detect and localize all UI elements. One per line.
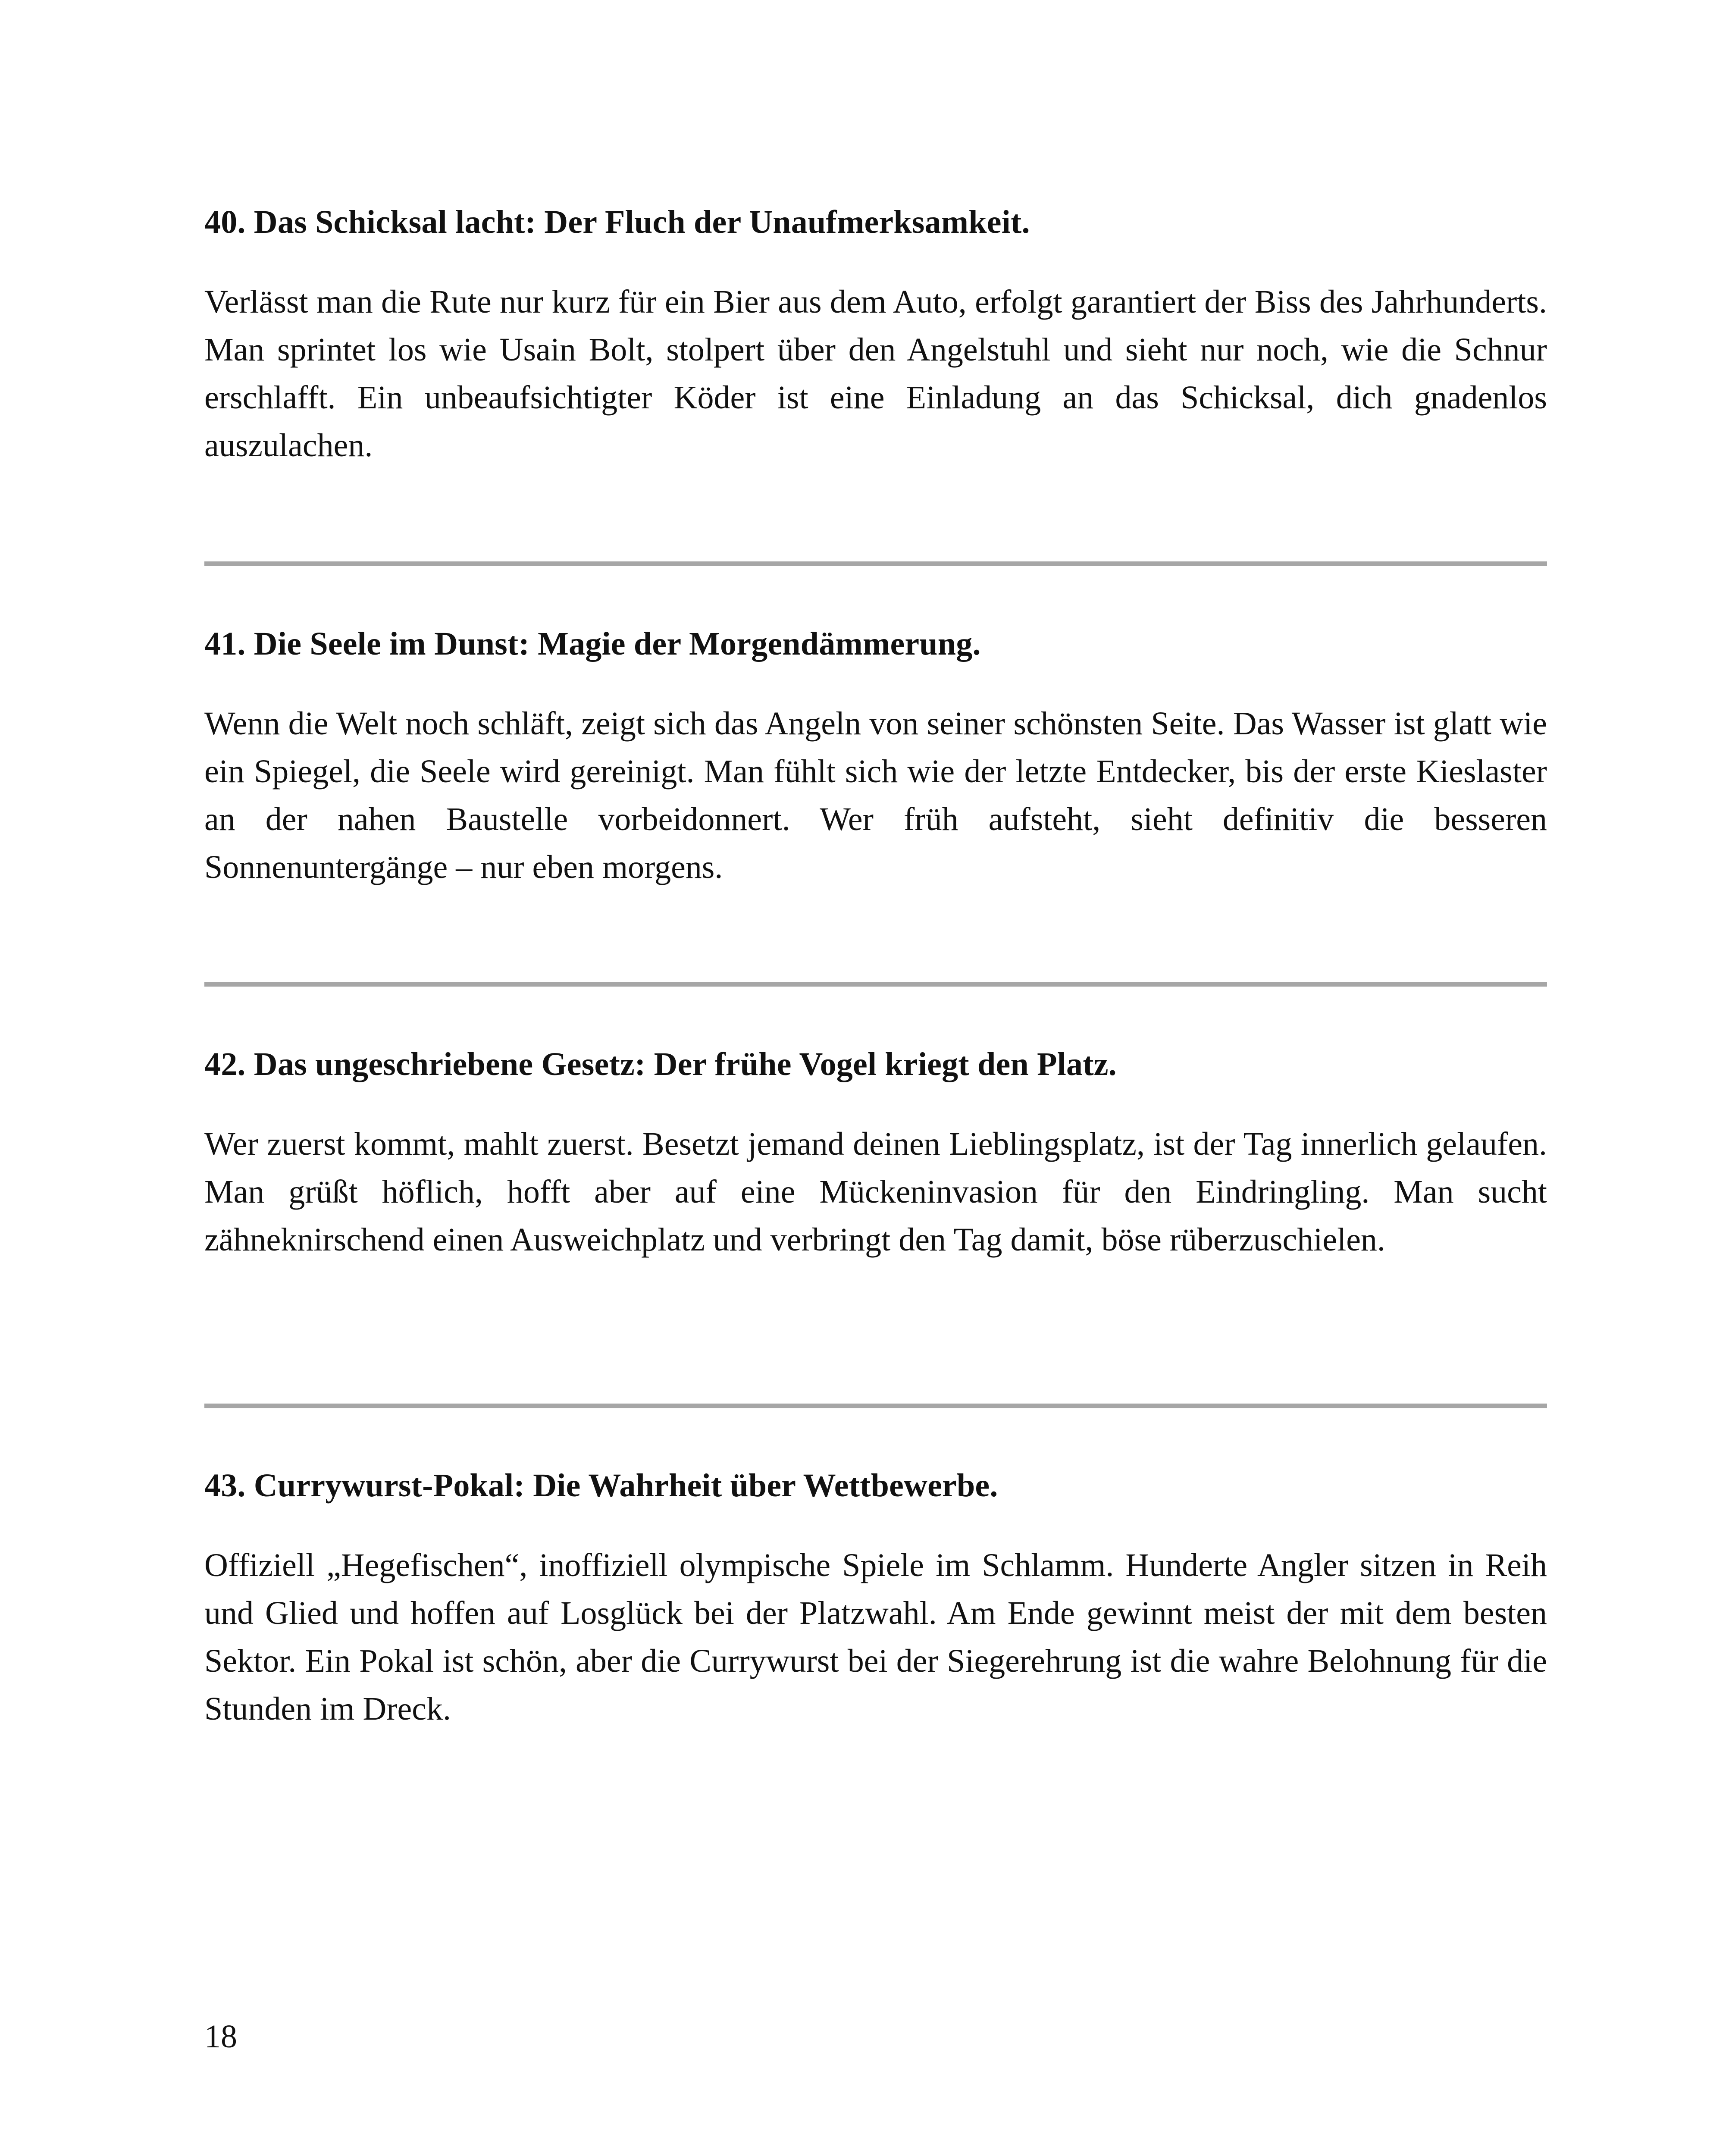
section-43 <box>204 1466 1547 1733</box>
divider-rule <box>204 561 1547 566</box>
section-41 <box>204 624 1547 891</box>
section-body: Wenn die Welt noch schläft, zeigt sich das Angeln von seiner schönsten Seite. Das Wasser ist glatt wie ein Spiegel, die Seele wird gereinigt. Man fühlt sich wie der letzte Entdecker, bis der erste Kieslaster an der nahen Baustelle vorbeidonnert. Wer früh aufsteht, sieht definitiv die besseren Sonnenuntergänge – nur eben morgens. <box>204 705 1547 886</box>
section-heading: 41. Die Seele im Dunst: Magie der Morgendämmerung. <box>204 626 981 662</box>
section-body: Verlässt man die Rute nur kurz für ein Bier aus dem Auto, erfolgt garantiert der Biss des Jahrhunderts. Man sprintet los wie Usain Bolt, stolpert über den Angelstuhl und sieht nur noch, wie die Schnur erschlafft. Ein unbeaufsichtigter Köder ist eine Einladung an das Schicksal, dich gnadenlos auszulachen. <box>204 284 1547 464</box>
section-40 <box>204 203 1547 470</box>
section-body: Offiziell „Hegefischen“, inoffiziell olympische Spiele im Schlamm. Hunderte Angler sitzen in Reih und Glied und hoffen auf Losglück bei der Platzwahl. Am Ende gewinnt meist der mit dem besten Sektor. Ein Pokal ist schön, aber die Currywurst bei der Siegerehrung ist die wahre Belohnung für die Stunden im Dreck. <box>204 1547 1547 1727</box>
section-heading: 42. Das ungeschriebene Gesetz: Der frühe Vogel kriegt den Platz. <box>204 1046 1117 1082</box>
section-body: Wer zuerst kommt, mahlt zuerst. Besetzt jemand deinen Lieblingsplatz, ist der Tag innerlich gelaufen. Man grüßt höflich, hofft aber auf eine Mückeninvasion für den Eindringling. Man sucht zähneknirschend einen Ausweichplatz und verbringt den Tag damit, böse rüberzuschielen. <box>204 1126 1547 1258</box>
section-heading: 43. Currywurst-Pokal: Die Wahrheit über Wettbewerbe. <box>204 1467 998 1504</box>
divider-rule <box>204 982 1547 987</box>
page-number: 18 <box>204 2018 237 2055</box>
divider-rule <box>204 1404 1547 1408</box>
section-heading: 40. Das Schicksal lacht: Der Fluch der Unaufmerksamkeit. <box>204 204 1030 240</box>
section-42 <box>204 1045 1547 1264</box>
